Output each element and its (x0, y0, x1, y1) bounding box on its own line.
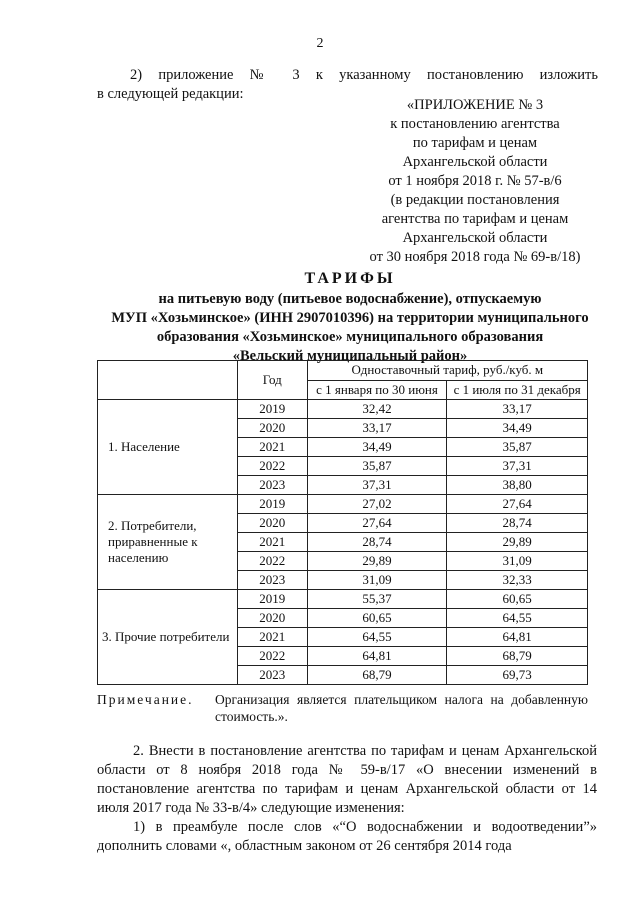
heading-line: образования «Хозьминское» муниципального образования (156, 329, 544, 345)
tariff-cell: 37,31 (307, 476, 447, 495)
heading-line: на питьевую воду (питьевое водоснабжение), отпускаемую (158, 291, 542, 307)
year-cell: 2020 (237, 514, 307, 533)
table-header-row (98, 361, 588, 381)
header-period-1: с 1 января по 30 июня (307, 380, 447, 400)
table-row (98, 400, 588, 419)
tariff-cell: 28,74 (307, 533, 447, 552)
appendix-line: от 30 ноября 2018 года № 69-в/18) (369, 249, 581, 265)
heading-title: ТАРИФЫ (304, 270, 396, 287)
header-tariff: Одноставочный тариф, руб./куб. м (307, 361, 587, 381)
year-cell: 2021 (237, 533, 307, 552)
year-cell: 2019 (237, 400, 307, 419)
tariff-cell: 64,81 (307, 647, 447, 666)
appendix-block (340, 96, 610, 267)
table-row (98, 495, 588, 514)
note-label: Примечание. (97, 692, 194, 707)
header-period-2: с 1 июля по 31 декабря (447, 380, 588, 400)
tariff-cell: 32,42 (307, 400, 447, 419)
tariff-cell: 64,81 (447, 628, 588, 647)
header-year: Год (237, 361, 307, 400)
year-cell: 2022 (237, 457, 307, 476)
intro-line-1: 2) приложение № 3 к указанному постановлению изложить (130, 67, 598, 83)
year-cell: 2023 (237, 666, 307, 685)
heading-line: МУП «Хозьминское» (ИНН 2907010396) на территории муниципального (111, 310, 589, 326)
appendix-line: (в редакции постановления (390, 192, 560, 208)
note-text: Организация является плательщиком налога на добавленную стоимость.». (215, 692, 588, 724)
tariff-cell: 29,89 (307, 552, 447, 571)
tariff-cell: 64,55 (307, 628, 447, 647)
tariff-cell: 33,17 (307, 419, 447, 438)
year-cell: 2021 (237, 628, 307, 647)
table-row (98, 590, 588, 609)
tariff-cell: 34,49 (307, 438, 447, 457)
year-cell: 2020 (237, 609, 307, 628)
group-label: 3. Прочие потребители (98, 590, 238, 685)
tariff-cell: 68,79 (307, 666, 447, 685)
tariff-cell: 29,89 (447, 533, 588, 552)
appendix-line: Архангельской области (402, 154, 548, 170)
tariff-cell: 37,31 (447, 457, 588, 476)
intro-line-2: в следующей редакции: (97, 86, 244, 102)
year-cell: 2023 (237, 476, 307, 495)
year-cell: 2023 (237, 571, 307, 590)
year-cell: 2022 (237, 647, 307, 666)
year-cell: 2019 (237, 495, 307, 514)
group-label: 1. Население (98, 400, 238, 495)
tariff-cell: 55,37 (307, 590, 447, 609)
appendix-line: «ПРИЛОЖЕНИЕ № 3 (406, 97, 544, 113)
tariff-cell: 69,73 (447, 666, 588, 685)
appendix-line: к постановлению агентства (390, 116, 560, 132)
tariff-cell: 33,17 (447, 400, 588, 419)
tariff-cell: 38,80 (447, 476, 588, 495)
tariff-cell: 60,65 (447, 590, 588, 609)
tariff-cell: 27,64 (307, 514, 447, 533)
tariff-table (97, 360, 588, 685)
tariff-cell: 68,79 (447, 647, 588, 666)
page-number: 2 (316, 36, 324, 51)
header-empty-cell (98, 361, 238, 400)
tariff-heading (60, 268, 640, 366)
tariff-cell: 31,09 (447, 552, 588, 571)
tariff-cell: 32,33 (447, 571, 588, 590)
tariff-cell: 28,74 (447, 514, 588, 533)
tariff-cell: 31,09 (307, 571, 447, 590)
appendix-line: по тарифам и ценам (412, 135, 538, 151)
tariff-cell: 64,55 (447, 609, 588, 628)
amendment-paragraph: 2. Внести в постановление агентства по тарифам и ценам Архангельской области от 8 ноября 2018 года № 59-в/17 «О внесении изменений в постановление агентства по тарифам и ценам Архангельской области от 14 июля 2017 года № 33-в/4» следующие изменения: (97, 743, 597, 816)
year-cell: 2019 (237, 590, 307, 609)
year-cell: 2021 (237, 438, 307, 457)
appendix-line: от 1 ноября 2018 г. № 57-в/6 (388, 173, 562, 189)
tariff-cell: 34,49 (447, 419, 588, 438)
appendix-line: Архангельской области (402, 230, 548, 246)
year-cell: 2022 (237, 552, 307, 571)
year-cell: 2020 (237, 419, 307, 438)
group-label: 2. Потребители, приравненные к населению (98, 495, 238, 590)
tariff-cell: 27,64 (447, 495, 588, 514)
appendix-line: агентства по тарифам и ценам (381, 211, 569, 227)
amendments-text (97, 742, 597, 856)
amendment-paragraph: 1) в преамбуле после слов «“О водоснабжении и водоотведении”» дополнить словами «, областным законом от 26 сентября 2014 года (97, 819, 597, 854)
tariff-cell: 27,02 (307, 495, 447, 514)
tariff-cell: 35,87 (447, 438, 588, 457)
tariff-cell: 60,65 (307, 609, 447, 628)
heading-line: «Вельский муниципальный район» (232, 348, 468, 364)
tariff-cell: 35,87 (307, 457, 447, 476)
